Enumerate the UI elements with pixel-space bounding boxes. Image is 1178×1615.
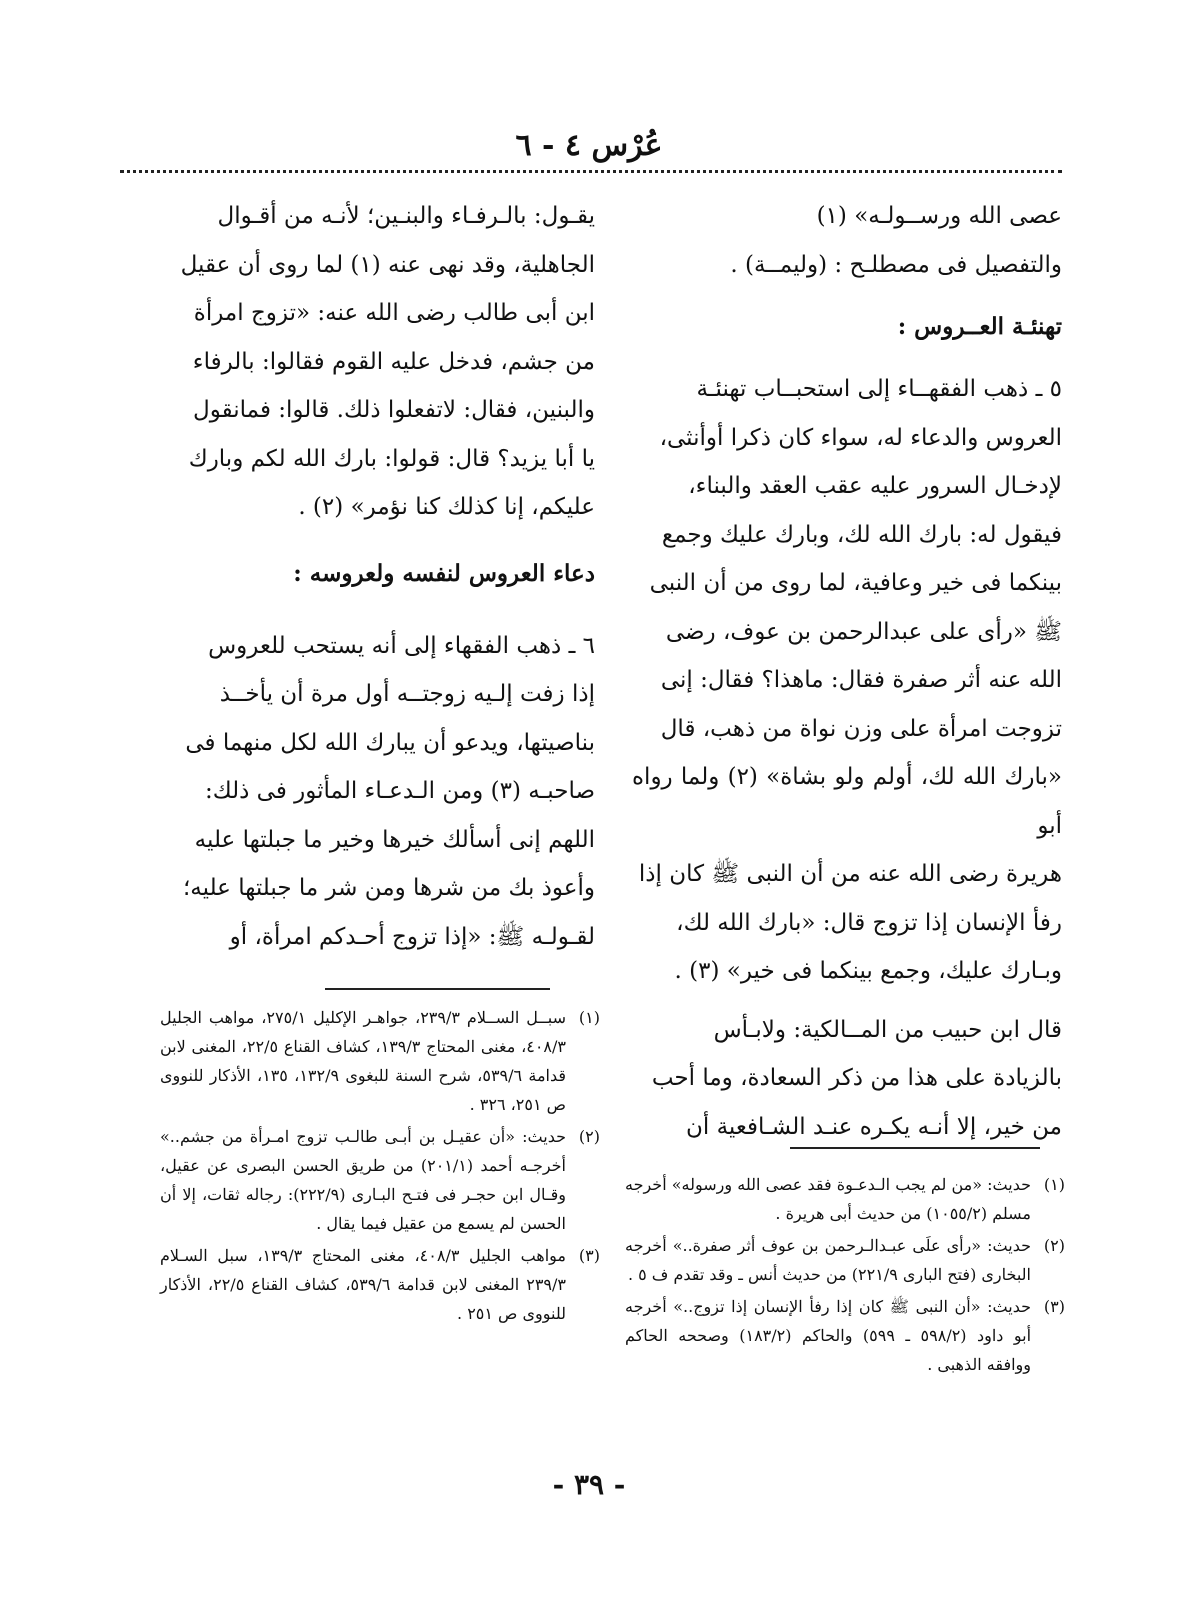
text-line: والتفصيل فى مصطلـح : (وليمــة) .: [730, 251, 1062, 278]
text-line: اللهم إنى أسألك خيرها وخير ما جبلتها عليه: [194, 826, 595, 853]
text-line: إذا زفت إلـيه زوجتــه أول مرة أن يأخــذ: [219, 681, 595, 707]
footnote-number: (٢): [578, 1127, 600, 1146]
section-heading: تهنئـة العــروس :: [897, 313, 1062, 340]
footnote: [160, 1122, 600, 1238]
text-line: وأعوذ بك من شرها ومن شر ما جبلتها عليه؛: [182, 875, 595, 901]
text-line: هريرة رضى الله عنه من أن النبى ﷺ كان إذا: [638, 861, 1062, 887]
text-line: من جشم، فدخل عليه القوم فقالوا: بالرفاء: [192, 348, 595, 375]
footnote-text: حديث: «أن عقيـل بن أبـى طالـب تزوج امـرأة من جشم..» أخرجـه أحمد (٢٠١/١) من طريق الحسن البصرى عن عقيل، وقـال ابن حجـر فى فتـح البـارى (٢٢٢/٩): رجاله ثقات، إلا أن الحسن لم يسمع من عقيل فيما يقال .: [160, 1127, 566, 1233]
text-line: من خير، إلا أنـه يكـره عنـد الشـافعية أن: [685, 1113, 1062, 1140]
text-line: عصى الله ورســولـه» (١): [816, 203, 1062, 229]
text-line: ٦ ـ ذهب الفقهاء إلى أنه يستحب للعروس: [208, 632, 595, 659]
text-line: والبنين، فقال: لاتفعلوا ذلك. قالوا: فمانقول: [193, 397, 595, 423]
text-line: ابن أبى طالب رضى الله عنه: «تزوج امرأة: [193, 300, 595, 326]
footnote: [160, 1241, 600, 1328]
text-line: الجاهلية، وقد نهى عنه (١) لما روى أن عقيل: [180, 251, 595, 278]
text-line: رفأ الإنسان إذا تزوج قال: «بارك الله لك،: [676, 909, 1062, 936]
text-line: ٥ ـ ذهب الفقهــاء إلى استحبــاب تهنئـة: [696, 376, 1062, 402]
footnotes-right: [625, 1170, 1065, 1382]
footnote: [160, 1003, 600, 1119]
left-column: [165, 192, 595, 961]
text-line: بالزيادة على هذا من ذكر السعادة، وما أحب: [651, 1065, 1062, 1091]
text-line: وبـارك عليك، وجمع بينكما فى خير» (٣) .: [674, 958, 1062, 984]
text-line: صاحبـه (٣) ومن الـدعـاء المأثور فى ذلك:: [204, 778, 595, 804]
text-line: يا أبا يزيد؟ قال: قولوا: بارك الله لكم وبارك: [188, 445, 595, 472]
footnote-text: حديث: «رأى علَى عبـدالـرحمن بن عوف أثر صفرة..» أخرجه البخارى (فتح البارى ٢٢١/٩) من حديث أنس ـ وقد تقدم ف ٥ .: [625, 1236, 1031, 1284]
right-column: [632, 192, 1062, 1151]
footnote-number: (١): [1043, 1175, 1065, 1194]
text-line: لقـولـه ﷺ: «إذا تزوج أحـدكم امرأة، أو: [229, 923, 595, 950]
text-line: العروس والدعاء له، سواء كان ذكرا أوأنثى،: [659, 424, 1062, 451]
footnote-text: حديث: «من لم يجب الـدعـوة فقد عصى الله ورسوله» أخرجه مسلم (١٠٥٥/٢) من حديث أبى هريرة .: [625, 1175, 1031, 1223]
text-line: عليكم، إنا كذلك كنا نؤمر» (٢) .: [298, 494, 595, 520]
footnotes-left: [160, 1003, 600, 1331]
footnote-number: (٣): [1043, 1297, 1065, 1316]
footnote-text: مواهب الجليل ٤٠٨/٣، مغنى المحتاج ١٣٩/٣، سبل السـلام ٢٣٩/٣ المغنى لابن قدامة ٥٣٩/٦، كشاف القناع ٢٢/٥، الأذكار للنووى ص ٢٥١ .: [160, 1246, 566, 1323]
section-heading: دعاء العروس لنفسه ولعروسه :: [293, 559, 595, 587]
page-number: - ٣٩ -: [552, 1468, 626, 1501]
footnote-number: (٣): [578, 1246, 600, 1265]
running-header: عُرْس ٤ - ٦: [515, 128, 663, 163]
paragraph-gap: [632, 996, 1062, 1006]
footnote-text: سبــل الســلام ٢٣٩/٣، جواهـر الإكليل ٢٧٥/١، مواهب الجليل ٤٠٨/٣، مغنى المحتاج ١٣٩/٣، كشاف القناع ٢٢/٥، المغنى لابن قدامة ٥٣٩/٦، شرح السنة للبغوى ١٣٢/٩، ١٣٥، الأذكار للنووى ص ٢٥١، ٣٢٦ .: [160, 1008, 567, 1114]
text-line: لإدخـال السرور عليه عقب العقد والبناء،: [688, 473, 1062, 499]
footnote-rule-right: [790, 1147, 1040, 1149]
footnote-rule-left: [325, 988, 550, 990]
footnote: [625, 1231, 1065, 1289]
text-line: ﷺ «رأى على عبدالرحمن بن عوف، رضى: [665, 618, 1062, 645]
text-line: قال ابن حبيب من المــالكية: ولابـأس: [713, 1016, 1062, 1043]
footnote: [625, 1170, 1065, 1228]
text-line: بينكما فى خير وعافية، لما روى من أن النبى: [649, 570, 1062, 596]
footnote-number: (١): [578, 1008, 600, 1027]
header-dotted-rule: [120, 170, 1062, 173]
text-line: فيقول له: بارك الله لك، وبارك عليك وجمع: [661, 521, 1062, 548]
text-line: «بارك الله لك، أولم ولو بشاة» (٢) ولما رواه أبو: [632, 764, 1062, 839]
footnote-number: (٢): [1043, 1236, 1065, 1255]
text-line: تزوجت امرأة على وزن نواة من ذهب، قال: [660, 715, 1062, 742]
footnote: [625, 1292, 1065, 1379]
footnote-text: حديث: «أن النبى ﷺ كان إذا رفأ الإنسان إذا تزوج..» أخرجه أبو داود (٥٩٨/٢ ـ ٥٩٩) والحاكم (١٨٣/٢) وصححه الحاكم ووافقه الذهبى .: [625, 1297, 1032, 1374]
text-line: بناصيتها، ويدعو أن يبارك الله لكل منهما فى: [185, 729, 595, 756]
text-line: يقـول: بالـرفـاء والبنـين؛ لأنـه من أقـوال: [217, 203, 595, 229]
text-line: الله عنه أثر صفرة فقال: ماهذا؟ فقال: إنى: [660, 667, 1062, 693]
